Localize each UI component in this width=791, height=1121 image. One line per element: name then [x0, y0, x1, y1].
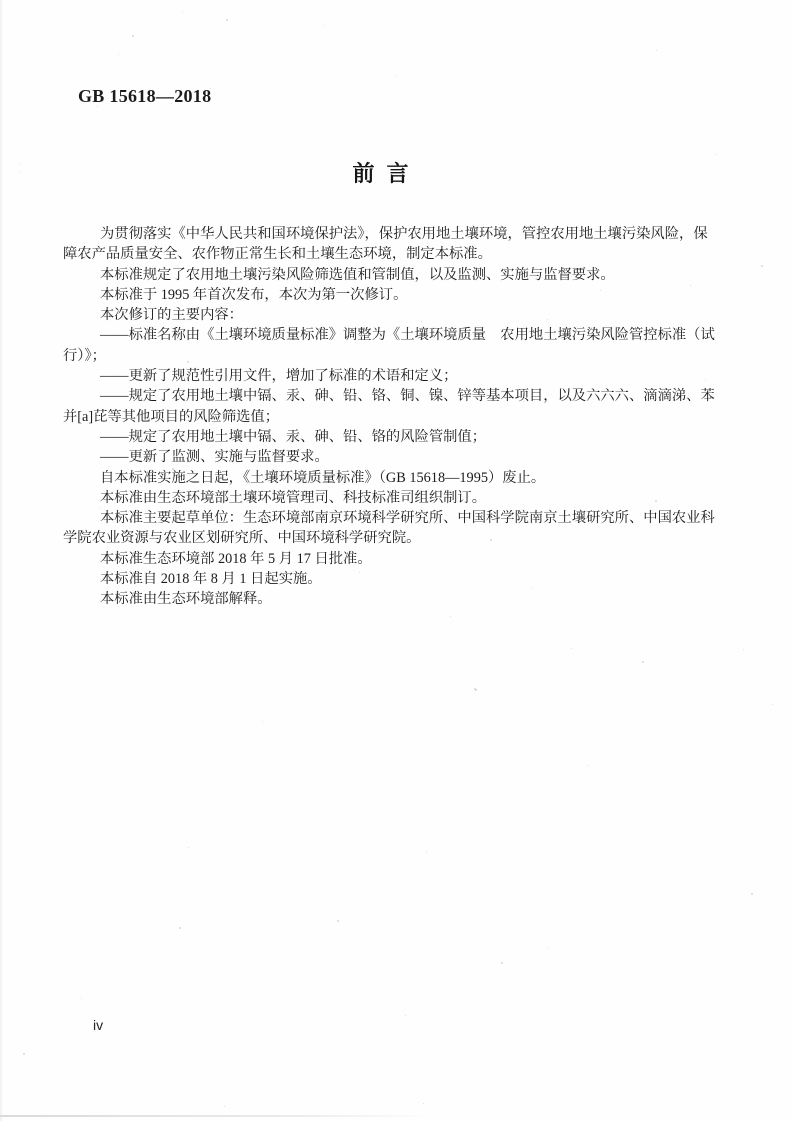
- foreword-line: 并[a]芘等其他项目的风险筛选值；: [63, 408, 280, 425]
- foreword-line: 为贯彻落实《中华人民共和国环境保护法》，保护农用地土壤环境，管控农用地土壤污染风险，保: [100, 226, 708, 242]
- page-number: iv: [93, 1017, 104, 1033]
- foreword-line: 障农产品质量安全、农作物正常生长和土壤生态环境，制定本标准。: [63, 246, 492, 263]
- foreword-line: 本次修订的主要内容：: [100, 307, 243, 324]
- foreword-line: 本标准生态环境部 2018 年 5 月 17 日批准。: [100, 550, 372, 567]
- foreword-line: 本标准于 1995 年首次发布，本次为第一次修订。: [100, 286, 408, 303]
- foreword-line: ——规定了农用地土壤中镉、汞、砷、铅、铬、铜、镍、锌等基本项目，以及六六六、滴滴涕、苯: [100, 388, 715, 405]
- foreword-body: [63, 224, 715, 610]
- scan-edge-bottom: [0, 1115, 430, 1117]
- foreword-line: 本标准主要起草单位：生态环境部南京环境科学研究所、中国科学院南京土壤研究所、中国农业科: [100, 510, 715, 527]
- foreword-line: 行）》；: [63, 347, 106, 364]
- foreword-line: 自本标准实施之日起，《土壤环境质量标准》（GB 15618—1995）废止。: [100, 469, 546, 486]
- foreword-line: 本标准自 2018 年 8 月 1 日起实施。: [100, 571, 322, 588]
- foreword-line: 本标准由生态环境部解释。: [100, 591, 272, 608]
- foreword-line: 本标准规定了农用地土壤污染风险筛选值和管制值，以及监测、实施与监督要求。: [100, 266, 615, 283]
- foreword-line: ——规定了农用地土壤中镉、汞、砷、铅、铬的风险管制值；: [100, 428, 487, 445]
- foreword-line: ——更新了监测、实施与监督要求。: [100, 449, 329, 466]
- page-title: 前 言: [352, 161, 410, 186]
- foreword-line: ——更新了规范性引用文件，增加了标准的术语和定义；: [100, 368, 458, 385]
- foreword-line: 本标准由生态环境部土壤环境管理司、科技标准司组织制订。: [100, 489, 487, 506]
- standard-number: GB 15618—2018: [78, 86, 212, 106]
- foreword-line: ——标准名称由《土壤环境质量标准》调整为《土壤环境质量 农用地土壤污染风险管控标准（试: [100, 327, 715, 344]
- foreword-line: 学院农业资源与农业区划研究所、中国环境科学研究院。: [63, 530, 421, 547]
